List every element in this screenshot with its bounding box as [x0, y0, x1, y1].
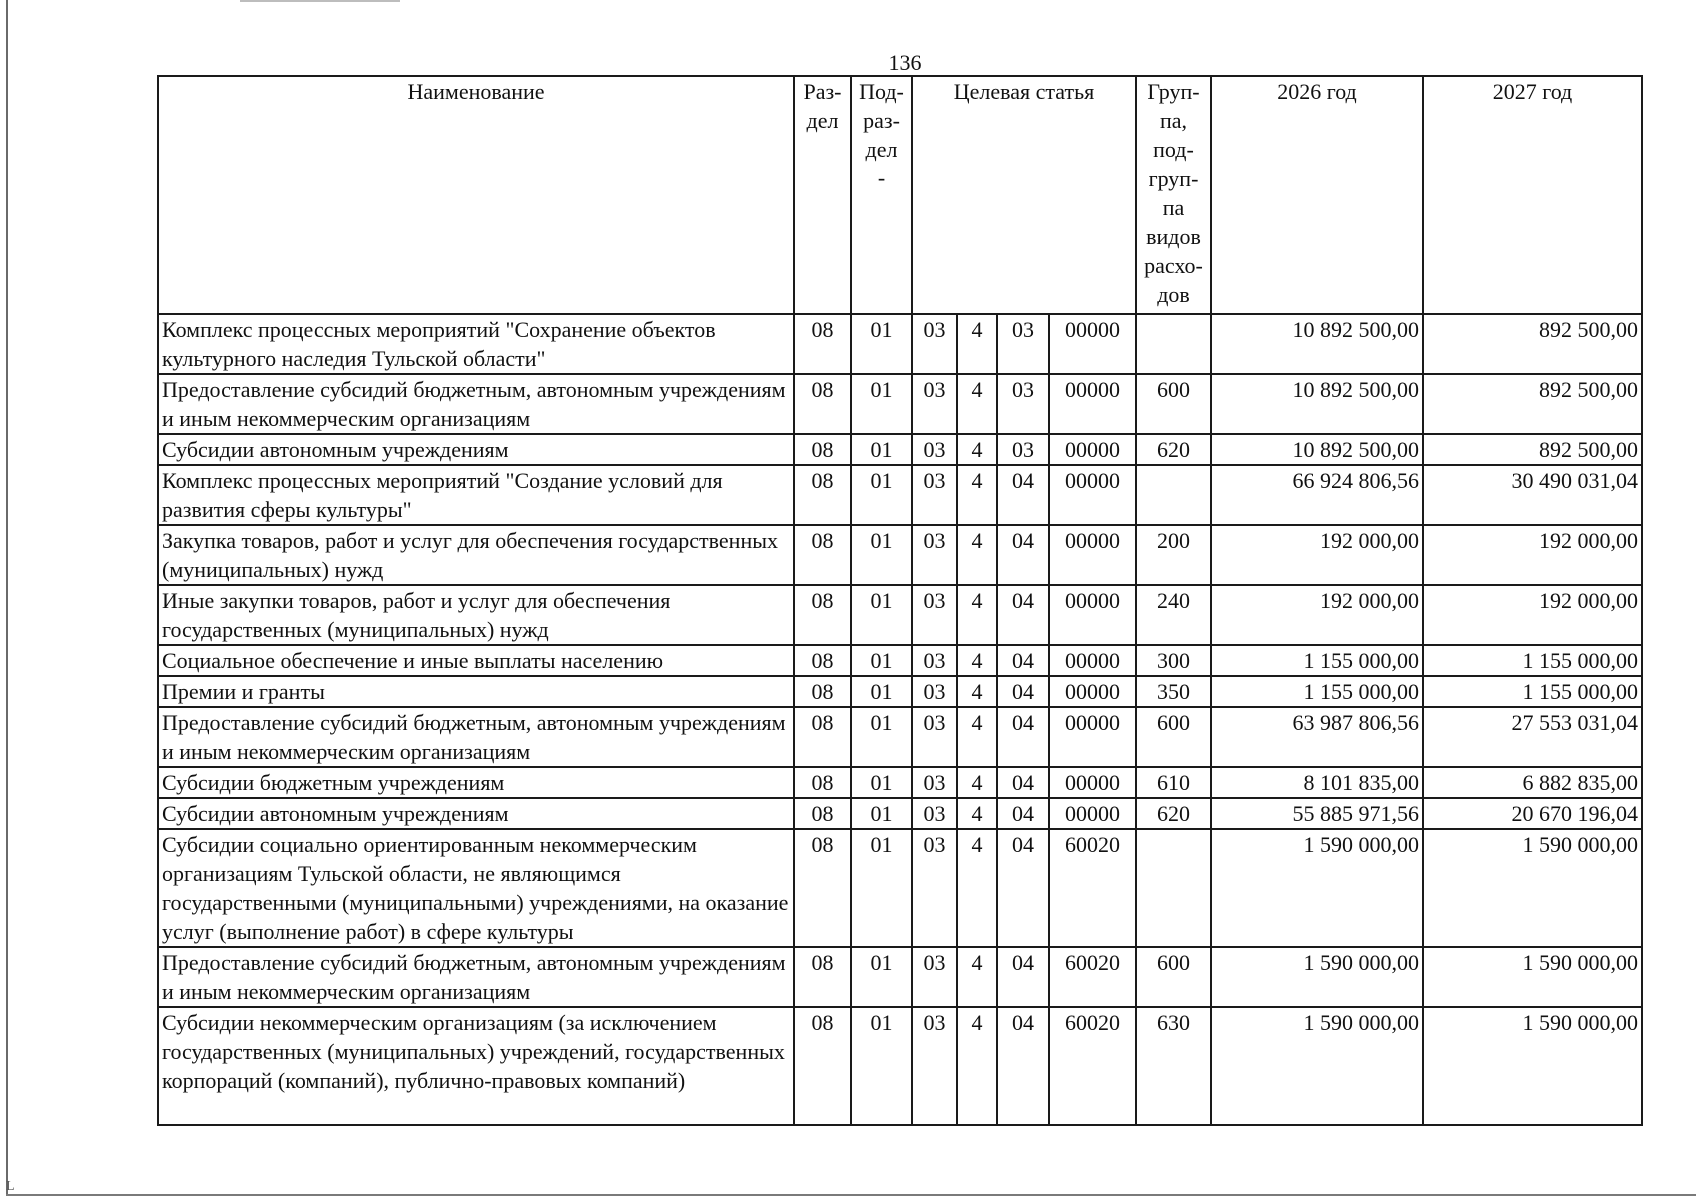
cell-target-type: 4 — [957, 314, 997, 374]
cell-target-type: 4 — [957, 829, 997, 947]
cell-target-complex: 04 — [997, 1007, 1049, 1125]
cell-target-complex: 04 — [997, 465, 1049, 525]
cell-subsection: 01 — [851, 645, 912, 676]
cell-name: Субсидии социально ориентированным некоммерческим организациям Тульской области, не являющимся государственными (муниципальными) учреждениями, на оказание услуг (выполнение работ) в сфере культуры — [158, 829, 794, 947]
cell-section: 08 — [794, 829, 851, 947]
cell-amount-2027: 1 590 000,00 — [1423, 1007, 1642, 1125]
table-row — [158, 798, 1642, 829]
cell-target-direction: 00000 — [1049, 798, 1136, 829]
cell-expense-group: 300 — [1136, 645, 1211, 676]
cell-target-direction: 00000 — [1049, 767, 1136, 798]
cell-section: 08 — [794, 374, 851, 434]
cell-amount-2026: 10 892 500,00 — [1211, 374, 1423, 434]
cell-section: 08 — [794, 465, 851, 525]
cell-target-complex: 04 — [997, 798, 1049, 829]
cell-target-program: 03 — [912, 707, 957, 767]
cell-section: 08 — [794, 767, 851, 798]
table-row — [158, 434, 1642, 465]
cell-target-program: 03 — [912, 465, 957, 525]
cell-amount-2026: 192 000,00 — [1211, 525, 1423, 585]
cell-target-complex: 04 — [997, 767, 1049, 798]
scan-edge-left — [6, 0, 8, 1196]
cell-target-complex: 03 — [997, 434, 1049, 465]
cell-target-type: 4 — [957, 707, 997, 767]
cell-name: Субсидии некоммерческим организациям (за исключением государственных (муниципальных) учреждений, государственных корпораций (компаний), публично-правовых компаний) — [158, 1007, 794, 1125]
cell-target-type: 4 — [957, 1007, 997, 1125]
page-number: 136 — [888, 50, 922, 75]
cell-section: 08 — [794, 525, 851, 585]
table-header-row — [158, 76, 1642, 314]
cell-target-program: 03 — [912, 767, 957, 798]
cell-section: 08 — [794, 585, 851, 645]
header-section: Раз- дел — [794, 76, 851, 314]
cell-amount-2027: 6 882 835,00 — [1423, 767, 1642, 798]
cell-target-program: 03 — [912, 374, 957, 434]
table-row — [158, 676, 1642, 707]
cell-target-program: 03 — [912, 314, 957, 374]
table-row — [158, 374, 1642, 434]
cell-target-direction: 00000 — [1049, 585, 1136, 645]
cell-target-program: 03 — [912, 525, 957, 585]
cell-amount-2027: 20 670 196,04 — [1423, 798, 1642, 829]
cell-amount-2026: 1 155 000,00 — [1211, 645, 1423, 676]
cell-expense-group: 620 — [1136, 798, 1211, 829]
cell-target-program: 03 — [912, 676, 957, 707]
cell-section: 08 — [794, 1007, 851, 1125]
table-row — [158, 585, 1642, 645]
cell-target-complex: 03 — [997, 314, 1049, 374]
cell-section: 08 — [794, 947, 851, 1007]
cell-target-type: 4 — [957, 947, 997, 1007]
cell-target-program: 03 — [912, 585, 957, 645]
table-body — [158, 314, 1642, 1125]
cell-amount-2027: 30 490 031,04 — [1423, 465, 1642, 525]
cell-target-type: 4 — [957, 525, 997, 585]
cell-target-type: 4 — [957, 585, 997, 645]
cell-expense-group: 630 — [1136, 1007, 1211, 1125]
cell-name: Предоставление субсидий бюджетным, автономным учреждениям и иным некоммерческим организациям — [158, 374, 794, 434]
cell-amount-2026: 8 101 835,00 — [1211, 767, 1423, 798]
cell-section: 08 — [794, 676, 851, 707]
table-row — [158, 947, 1642, 1007]
cell-target-direction: 00000 — [1049, 676, 1136, 707]
cell-amount-2027: 1 590 000,00 — [1423, 829, 1642, 947]
cell-name: Социальное обеспечение и иные выплаты населению — [158, 645, 794, 676]
cell-expense-group — [1136, 465, 1211, 525]
cell-amount-2026: 10 892 500,00 — [1211, 434, 1423, 465]
table-row — [158, 645, 1642, 676]
cell-target-direction: 00000 — [1049, 645, 1136, 676]
cell-expense-group: 620 — [1136, 434, 1211, 465]
cell-name: Комплекс процессных мероприятий "Сохранение объектов культурного наследия Тульской области" — [158, 314, 794, 374]
cell-target-program: 03 — [912, 434, 957, 465]
cell-amount-2027: 1 590 000,00 — [1423, 947, 1642, 1007]
cell-amount-2027: 892 500,00 — [1423, 374, 1642, 434]
cell-target-complex: 04 — [997, 585, 1049, 645]
cell-target-program: 03 — [912, 829, 957, 947]
header-year-2027: 2027 год — [1423, 76, 1642, 314]
cell-section: 08 — [794, 798, 851, 829]
cell-target-type: 4 — [957, 798, 997, 829]
cell-subsection: 01 — [851, 314, 912, 374]
cell-target-type: 4 — [957, 434, 997, 465]
cell-target-program: 03 — [912, 947, 957, 1007]
cell-target-direction: 00000 — [1049, 314, 1136, 374]
cell-subsection: 01 — [851, 947, 912, 1007]
header-year-2026: 2026 год — [1211, 76, 1423, 314]
cell-target-complex: 04 — [997, 645, 1049, 676]
cell-amount-2026: 192 000,00 — [1211, 585, 1423, 645]
cell-name: Предоставление субсидий бюджетным, автономным учреждениям и иным некоммерческим организациям — [158, 947, 794, 1007]
table-row — [158, 767, 1642, 798]
cell-target-direction: 00000 — [1049, 465, 1136, 525]
scan-edge-top — [240, 0, 400, 2]
cell-target-complex: 03 — [997, 374, 1049, 434]
table-row — [158, 525, 1642, 585]
cell-subsection: 01 — [851, 676, 912, 707]
cell-target-direction: 00000 — [1049, 707, 1136, 767]
cell-name: Иные закупки товаров, работ и услуг для обеспечения государственных (муниципальных) нужд — [158, 585, 794, 645]
cell-subsection: 01 — [851, 798, 912, 829]
cell-expense-group: 610 — [1136, 767, 1211, 798]
cell-name: Комплекс процессных мероприятий "Создание условий для развития сферы культуры" — [158, 465, 794, 525]
cell-expense-group: 600 — [1136, 947, 1211, 1007]
cell-subsection: 01 — [851, 434, 912, 465]
cell-target-direction: 60020 — [1049, 947, 1136, 1007]
cell-target-complex: 04 — [997, 676, 1049, 707]
cell-target-program: 03 — [912, 645, 957, 676]
cell-name: Субсидии автономным учреждениям — [158, 798, 794, 829]
cell-amount-2026: 1 590 000,00 — [1211, 947, 1423, 1007]
scan-corner-mark: L — [6, 1179, 15, 1194]
cell-subsection: 01 — [851, 707, 912, 767]
cell-section: 08 — [794, 707, 851, 767]
cell-amount-2027: 1 155 000,00 — [1423, 645, 1642, 676]
cell-target-direction: 60020 — [1049, 829, 1136, 947]
cell-target-complex: 04 — [997, 707, 1049, 767]
cell-subsection: 01 — [851, 767, 912, 798]
cell-target-direction: 60020 — [1049, 1007, 1136, 1125]
header-name: Наименование — [158, 76, 794, 314]
cell-target-direction: 00000 — [1049, 374, 1136, 434]
cell-expense-group — [1136, 829, 1211, 947]
cell-target-type: 4 — [957, 465, 997, 525]
cell-amount-2027: 892 500,00 — [1423, 314, 1642, 374]
cell-target-type: 4 — [957, 767, 997, 798]
cell-name: Закупка товаров, работ и услуг для обеспечения государственных (муниципальных) нужд — [158, 525, 794, 585]
cell-subsection: 01 — [851, 465, 912, 525]
cell-subsection: 01 — [851, 374, 912, 434]
cell-name: Премии и гранты — [158, 676, 794, 707]
cell-target-direction: 00000 — [1049, 434, 1136, 465]
header-subsection-mark: - — [877, 165, 886, 190]
header-subsection: Под- раз- дел - — [851, 76, 912, 314]
cell-section: 08 — [794, 645, 851, 676]
budget-table — [157, 75, 1643, 1126]
cell-target-program: 03 — [912, 1007, 957, 1125]
cell-target-complex: 04 — [997, 829, 1049, 947]
cell-name: Субсидии бюджетным учреждениям — [158, 767, 794, 798]
cell-target-direction: 00000 — [1049, 525, 1136, 585]
cell-expense-group: 200 — [1136, 525, 1211, 585]
cell-name: Предоставление субсидий бюджетным, автономным учреждениям и иным некоммерческим организациям — [158, 707, 794, 767]
cell-target-type: 4 — [957, 374, 997, 434]
cell-section: 08 — [794, 434, 851, 465]
cell-subsection: 01 — [851, 525, 912, 585]
header-target-article: Целевая статья — [912, 76, 1136, 314]
table-row — [158, 1007, 1642, 1125]
cell-amount-2027: 27 553 031,04 — [1423, 707, 1642, 767]
cell-expense-group: 600 — [1136, 374, 1211, 434]
cell-target-type: 4 — [957, 645, 997, 676]
cell-amount-2027: 892 500,00 — [1423, 434, 1642, 465]
cell-name: Субсидии автономным учреждениям — [158, 434, 794, 465]
cell-target-complex: 04 — [997, 525, 1049, 585]
cell-amount-2026: 63 987 806,56 — [1211, 707, 1423, 767]
cell-amount-2026: 66 924 806,56 — [1211, 465, 1423, 525]
cell-section: 08 — [794, 314, 851, 374]
cell-subsection: 01 — [851, 829, 912, 947]
cell-expense-group: 600 — [1136, 707, 1211, 767]
cell-target-program: 03 — [912, 798, 957, 829]
cell-amount-2026: 1 590 000,00 — [1211, 1007, 1423, 1125]
cell-subsection: 01 — [851, 585, 912, 645]
cell-amount-2026: 10 892 500,00 — [1211, 314, 1423, 374]
table-row — [158, 314, 1642, 374]
header-expense-group: Груп- па, под- груп- па видов расхо- дов — [1136, 76, 1211, 314]
cell-amount-2026: 1 155 000,00 — [1211, 676, 1423, 707]
cell-expense-group: 350 — [1136, 676, 1211, 707]
scan-edge-bottom — [6, 1194, 1696, 1196]
cell-subsection: 01 — [851, 1007, 912, 1125]
cell-amount-2027: 192 000,00 — [1423, 585, 1642, 645]
cell-amount-2026: 55 885 971,56 — [1211, 798, 1423, 829]
cell-target-complex: 04 — [997, 947, 1049, 1007]
table-row — [158, 707, 1642, 767]
cell-expense-group: 240 — [1136, 585, 1211, 645]
cell-amount-2026: 1 590 000,00 — [1211, 829, 1423, 947]
table-row — [158, 829, 1642, 947]
cell-expense-group — [1136, 314, 1211, 374]
cell-amount-2027: 192 000,00 — [1423, 525, 1642, 585]
cell-target-type: 4 — [957, 676, 997, 707]
table-row — [158, 465, 1642, 525]
cell-amount-2027: 1 155 000,00 — [1423, 676, 1642, 707]
